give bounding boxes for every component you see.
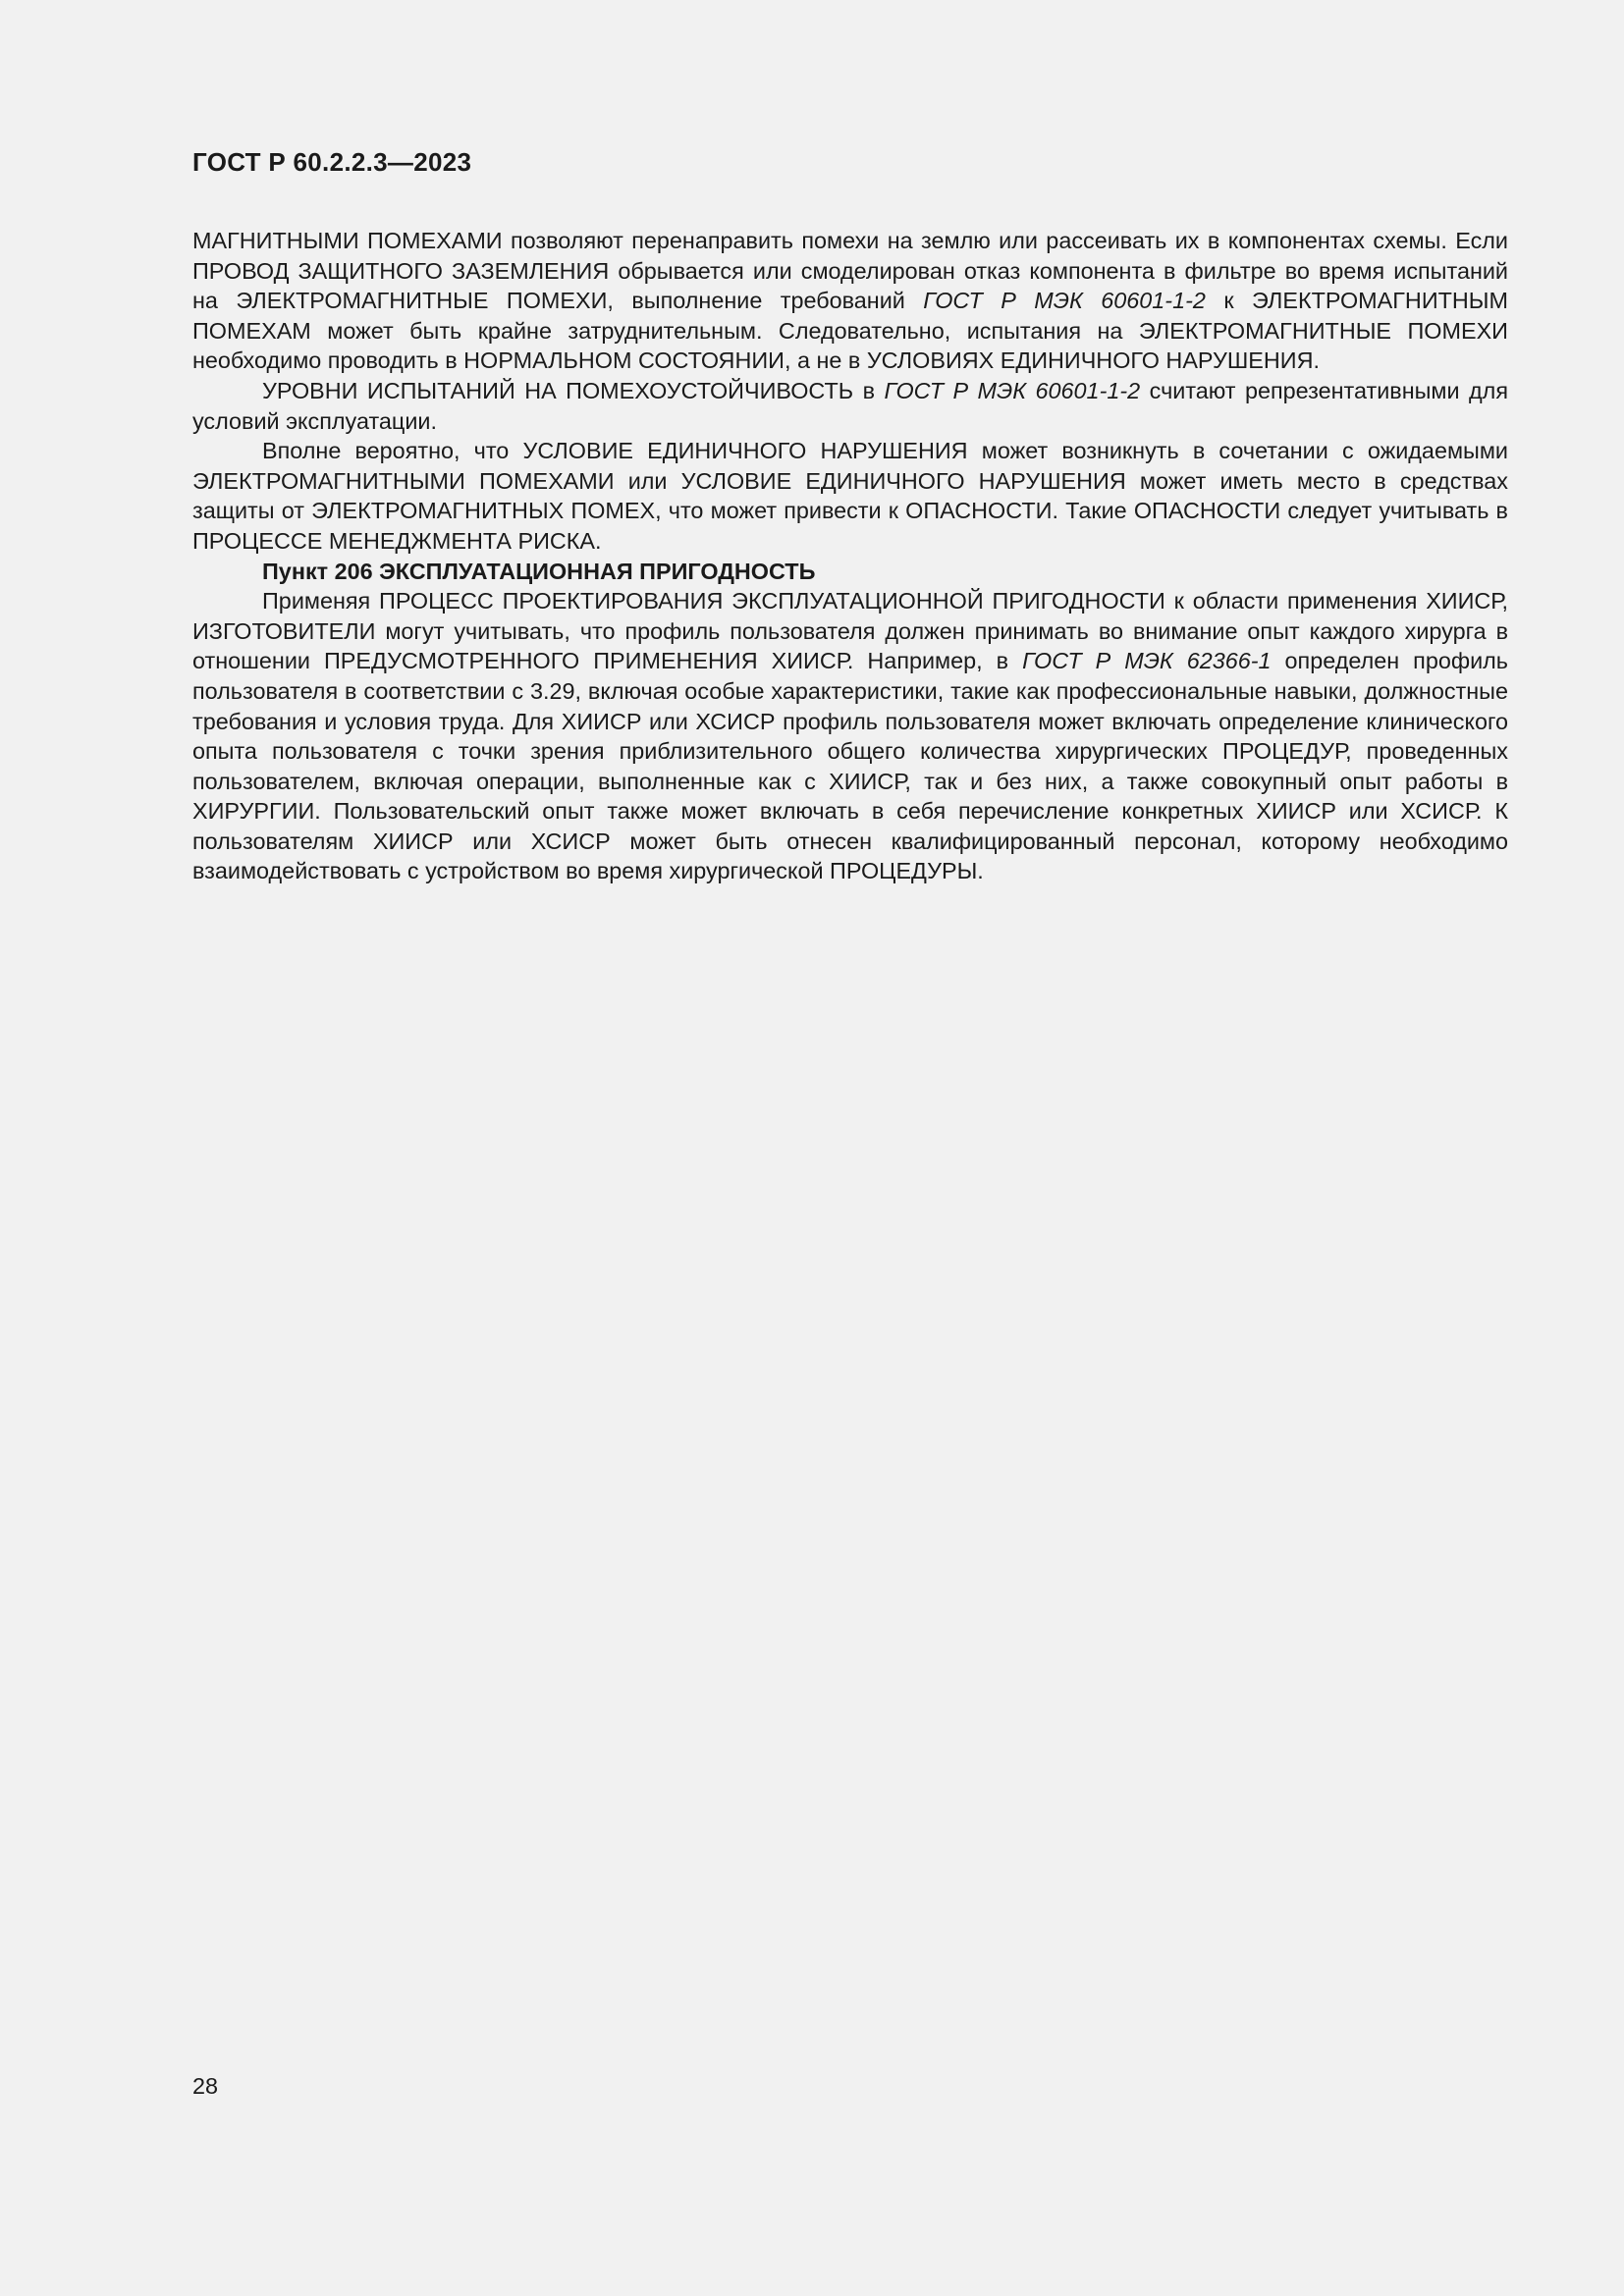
paragraph: Применяя ПРОЦЕСС ПРОЕКТИРОВАНИЯ ЭКСПЛУАТАЦИОННОЙ ПРИГОДНОСТИ к области применения ХИИСР, ИЗГОТОВИТЕЛИ могут учитывать, что профиль пользователя должен принимать во внимание опыт каждого хирурга в отношении ПРЕДУСМОТРЕННОГО ПРИМЕНЕНИЯ ХИИСР. Например, в ГОСТ Р МЭК 62366-1 определен профиль пользователя в соответствии с 3.29, включая особые характеристики, такие как профессиональные навыки, должностные требования и условия труда. Для ХИИСР или ХСИСР профиль пользователя может включать определение клинического опыта пользователя с точки зрения приблизительного общего количества хирургических ПРОЦЕДУР, проведенных пользователем, включая операции, выполненные как с ХИИСР, так и без них, а также совокупный опыт работы в ХИРУРГИИ. Пользовательский опыт также может включать в себя перечисление конкретных ХИИСР или ХСИСР. К пользователям ХИИСР или ХСИСР может быть отнесен квалифицированный персонал, которому необходимо взаимодействовать с устройством во время хирургической ПРОЦЕДУРЫ. <box>192 588 1508 884</box>
document-header: ГОСТ Р 60.2.2.3—2023 <box>192 147 472 177</box>
document-body <box>192 226 1508 886</box>
page-number: 28 <box>192 2073 219 2099</box>
paragraph-continuation: МАГНИТНЫМИ ПОМЕХАМИ позволяют перенаправить помехи на землю или рассеивать их в компонентах схемы. Если ПРОВОД ЗАЩИТНОГО ЗАЗЕМЛЕНИЯ обрывается или смоделирован отказ компонента в фильтре во время испытаний на ЭЛЕКТРОМАГНИТНЫЕ ПОМЕХИ, выполнение требований ГОСТ Р МЭК 60601-1-2 к ЭЛЕКТРОМАГНИТНЫМ ПОМЕХАМ может быть крайне затруднительным. Следовательно, испытания на ЭЛЕКТРОМАГНИТНЫЕ ПОМЕХИ необходимо проводить в НОРМАЛЬНОМ СОСТОЯНИИ, а не в УСЛОВИЯХ ЕДИНИЧНОГО НАРУШЕНИЯ. <box>192 228 1509 374</box>
paragraph: УРОВНИ ИСПЫТАНИЙ НА ПОМЕХОУСТОЙЧИВОСТЬ в ГОСТ Р МЭК 60601-1-2 считают репрезентативными для условий эксплуатации. <box>192 377 1508 434</box>
standard-reference: ГОСТ Р МЭК 60601-1-2 <box>923 288 1206 314</box>
standard-reference: ГОСТ Р МЭК 62366-1 <box>1022 648 1272 674</box>
section-heading: Пункт 206 ЭКСПЛУАТАЦИОННАЯ ПРИГОДНОСТЬ <box>262 558 816 584</box>
paragraph: Вполне вероятно, что УСЛОВИЕ ЕДИНИЧНОГО НАРУШЕНИЯ может возникнуть в сочетании с ожидаемыми ЭЛЕКТРОМАГНИТНЫМИ ПОМЕХАМИ или УСЛОВИЕ ЕДИНИЧНОГО НАРУШЕНИЯ может иметь место в средствах защиты от ЭЛЕКТРОМАГНИТНЫХ ПОМЕХ, что может привести к ОПАСНОСТИ. Такие ОПАСНОСТИ следует учитывать в ПРОЦЕССЕ МЕНЕДЖМЕНТА РИСКА. <box>192 438 1508 554</box>
standard-reference: ГОСТ Р МЭК 60601-1-2 <box>884 377 1141 403</box>
